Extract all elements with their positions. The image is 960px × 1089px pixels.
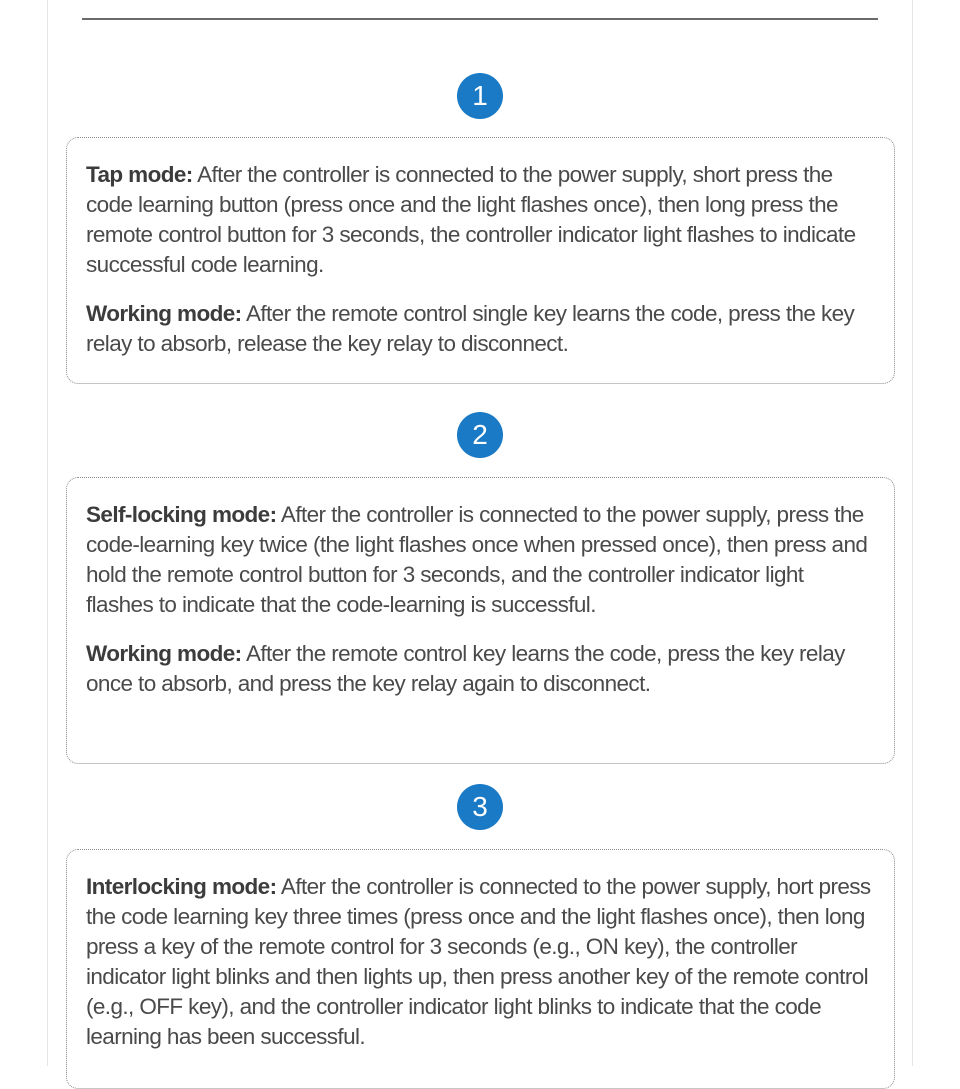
step-1-card (66, 137, 895, 384)
interlocking-mode-paragraph (86, 872, 876, 1052)
self-locking-mode-text: After the controller is connected to the power supply, press the code-learning key twice (the light flashes once when pressed once), then press and hold the remote control button for 3 seconds, and the controller indicator light flashes to indicate that the code-learning is successful. (86, 502, 868, 617)
self-locking-mode-label: Self-locking mode: (86, 502, 277, 527)
tap-mode-paragraph (86, 160, 876, 280)
tap-mode-text: After the controller is connected to the power supply, short press the code learning button (press once and the light flashes once), then long press the remote control button for 3 seconds, the controller indicator light flashes to indicate successful code learning. (86, 162, 856, 277)
step-2-card (66, 477, 895, 764)
step-3-badge: 3 (457, 784, 503, 830)
tap-mode-label: Tap mode: (86, 162, 193, 187)
interlocking-mode-label: Interlocking mode: (86, 874, 277, 899)
step-1-badge: 1 (457, 73, 503, 119)
working-mode-label-2: Working mode: (86, 641, 242, 666)
working-mode-text-1: After the remote control single key learns the code, press the key relay to absorb, release the key relay to disconnect. (86, 301, 855, 356)
working-mode-paragraph-1 (86, 299, 876, 359)
step-2-badge: 2 (457, 412, 503, 458)
working-mode-paragraph-2 (86, 639, 876, 699)
working-mode-label-1: Working mode: (86, 301, 242, 326)
top-divider (82, 18, 878, 20)
step-3-card (66, 849, 895, 1089)
interlocking-mode-text: After the controller is connected to the power supply, hort press the code learning key three times (press once and the light flashes once), then long press a key of the remote control for 3 seconds (e.g., ON key), the controller indicator light blinks and then lights up, then press another key of the remote control (e.g., OFF key), and the controller indicator light blinks to indicate that the code learning has been successful. (86, 874, 871, 1049)
self-locking-mode-paragraph (86, 500, 876, 620)
working-mode-text-2: After the remote control key learns the code, press the key relay once to absorb, and press the key relay again to disconnect. (86, 641, 845, 696)
